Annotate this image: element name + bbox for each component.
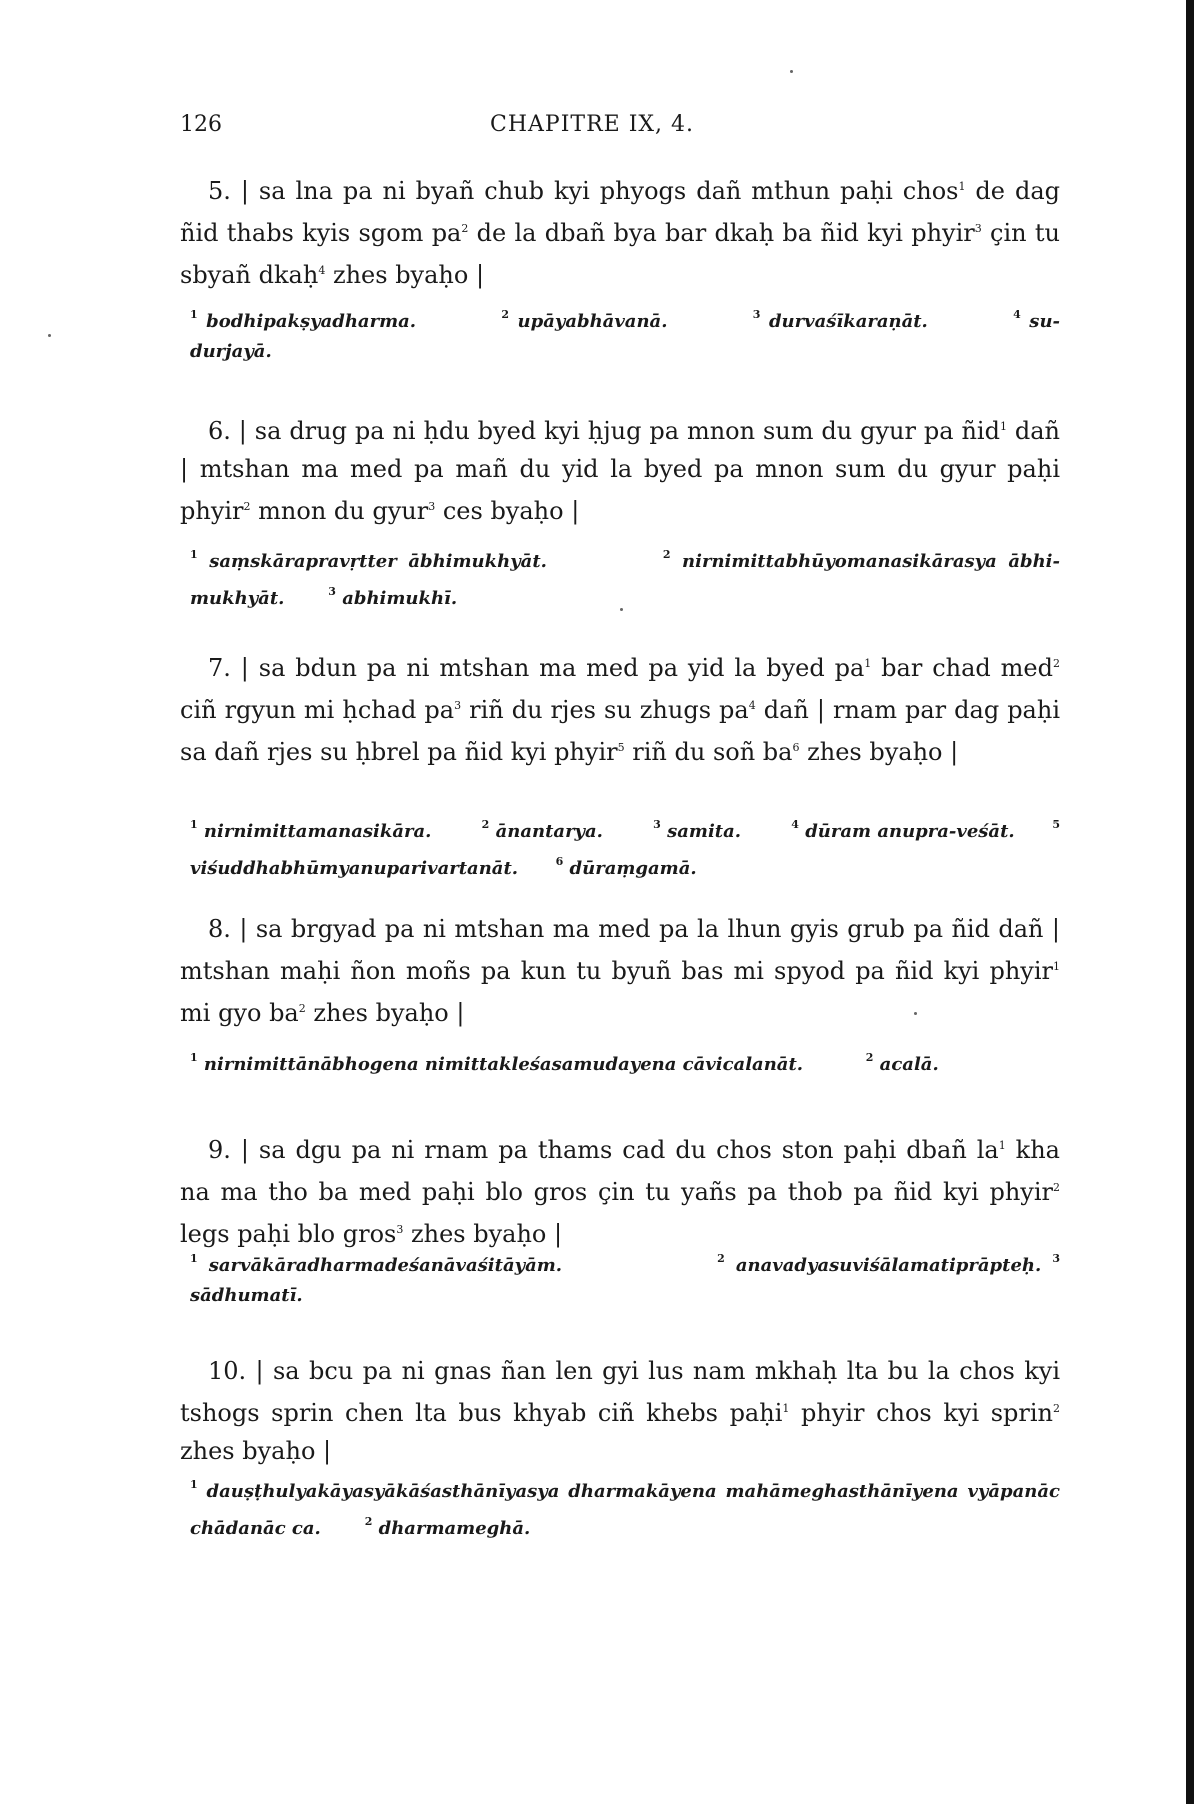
paragraph-6 bbox=[180, 408, 1060, 530]
footnote-text: $^1$ nirnimittamanasikāra. $^2$ ānantarya. $^3$ samita. $^4$ dūram anupra-veśāt. $^5$ viśuddhabhūmyanuparivartanāt. $^6$ dūraṃgamā. bbox=[190, 818, 1061, 879]
paragraph-7 bbox=[180, 645, 1060, 771]
speck bbox=[790, 70, 793, 73]
running-title: CHAPITRE IX, 4. bbox=[490, 112, 695, 137]
paragraph-8 bbox=[180, 910, 1060, 1032]
page-header bbox=[180, 112, 1060, 142]
paragraph-9 bbox=[180, 1127, 1060, 1253]
page-number: 126 bbox=[180, 112, 222, 137]
paragraph-5 bbox=[180, 168, 1060, 294]
paragraph-10 bbox=[180, 1352, 1060, 1470]
paragraph-text: 10. | sa bcu pa ni gnas ñan len gyi lus nam mkhaḥ lta bu la chos kyi tshogs sprin chen lta bus khyab ciñ khebs paḥi$^1$ phyir chos kyi sprin$^2$ zhes byaḥo | bbox=[180, 1357, 1060, 1465]
footnote-text: $^1$ bodhipakṣyadharma. $^2$ upāyabhāvanā. $^3$ durvaśīkaraṇāt. $^4$ su-durjayā. bbox=[190, 308, 1061, 362]
footnote-text: $^1$ sarvākāradharmadeśanāvaśitāyām. $^2$ anavadyasuviśālamatiprāpteḥ. $^3$ sādhumatī. bbox=[190, 1252, 1060, 1306]
paragraph-text: 5. | sa lna pa ni byañ chub kyi phyogs dañ mthun paḥi chos$^1$ de dag ñid thabs kyis sgom $pa^2$ de la dbañ bya bar dkaḥ ba ñid kyi phyir$^3$ çin tu sbyañ dkaḥ$^4$ zhes byaḥo | bbox=[180, 177, 1061, 289]
footnotes-9 bbox=[190, 1244, 1060, 1311]
footnotes-5 bbox=[190, 300, 1060, 367]
paragraph-text: 9. | sa dgu pa ni rnam pa thams cad du chos ston paḥi dbañ $la^1$ kha na ma tho ba med paḥi blo gros çin tu yañs pa thob pa ñid kyi phyir$^2$ legs paḥi blo gros$^3$ zhes byaḥo | bbox=[180, 1136, 1060, 1248]
paragraph-text: 6. | sa drug pa ni ḥdu byed kyi ḥjug pa mnon sum du gyur pa ñid$^1$ dañ | mtshan ma med pa mañ du yid la byed pa mnon sum du gyur paḥi phyir$^2$ mnon du gyur$^3$ ces byaḥo | bbox=[180, 417, 1061, 525]
footnotes-6 bbox=[190, 540, 1060, 614]
footnote-text: $^1$ dauṣṭhulyakāyasyākāśasthānīyasya dharmakāyena mahāmeghasthānīyena vyāpanāc chādanāc ca. $^2$ dharmameghā. bbox=[190, 1478, 1060, 1539]
paragraph-text: 8. | sa brgyad pa ni mtshan ma med pa la lhun gyis grub pa ñid dañ | mtshan maḥi ñon moñs pa kun tu byuñ bas mi spyod pa ñid kyi phyir$^1$ mi gyo $ba^2$ zhes byaḥo | bbox=[180, 915, 1060, 1027]
footnotes-10 bbox=[190, 1470, 1060, 1544]
footnote-text: $^1$ nirnimittānābhogena nimittakleśasamudayena cāvicalanāt. $^2$ acalā. bbox=[190, 1051, 939, 1075]
page-edge-shadow bbox=[1186, 0, 1194, 1804]
footnotes-7 bbox=[190, 810, 1060, 884]
speck bbox=[48, 334, 51, 337]
footnotes-8 bbox=[190, 1043, 1060, 1080]
paragraph-text: 7. | sa bdun pa ni mtshan ma med pa yid la byed $pa^1$ bar chad med$^2$ ciñ rgyun mi ḥchad $pa^3$ riñ du rjes su zhugs $pa^4$ dañ | rnam par dag paḥi sa dañ rjes su ḥbrel pa ñid kyi phyir$^5$ riñ du soñ $ba^6$ zhes byaḥo | bbox=[180, 654, 1061, 766]
footnote-text: $^1$ saṃskārapravṛtter ābhimukhyāt. $^2$ nirnimittabhūyomanasikārasya ābhi-mukhyāt. $^3$ abhimukhī. bbox=[190, 548, 1060, 609]
